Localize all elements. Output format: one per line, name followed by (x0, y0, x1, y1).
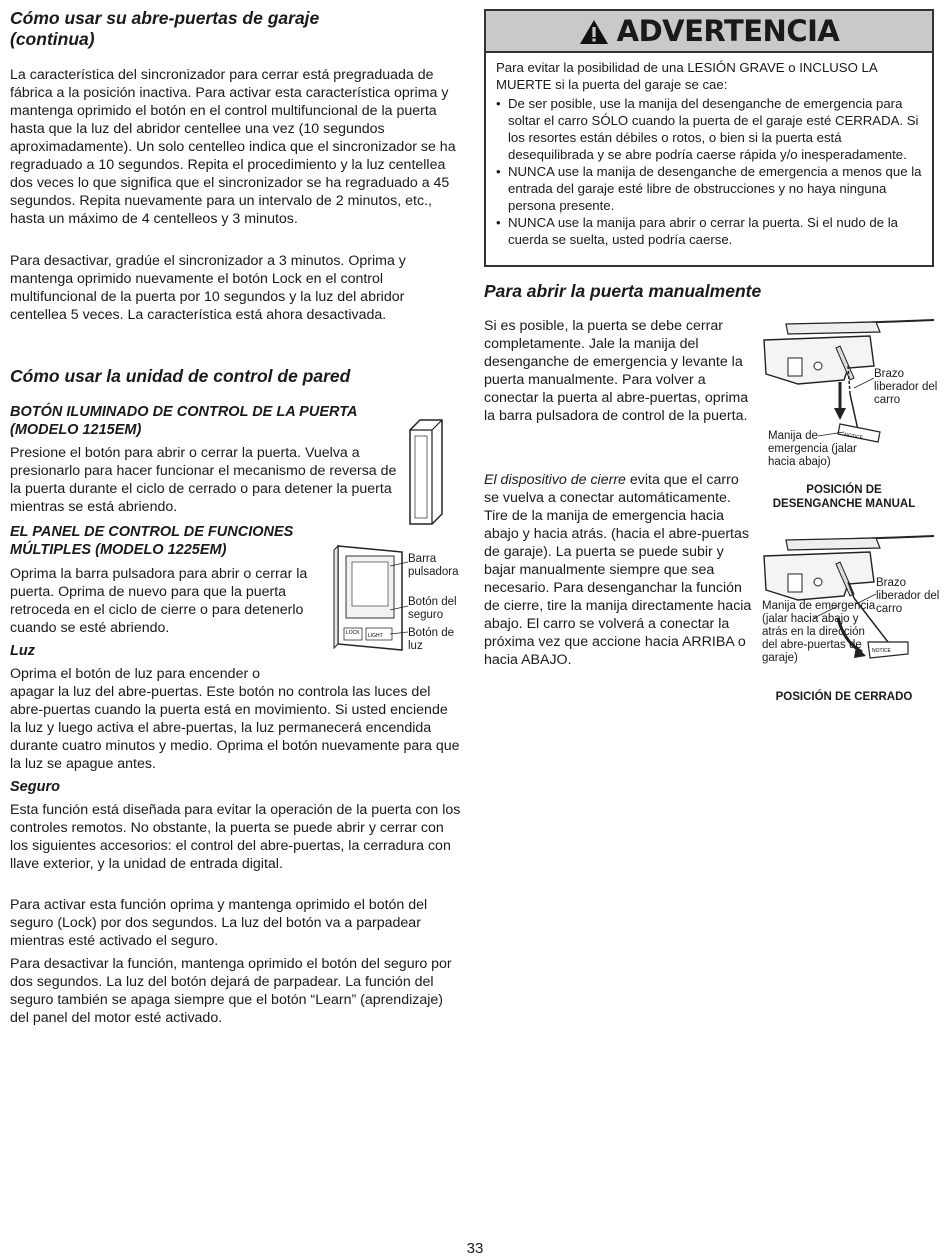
wall-button-illustration (404, 418, 446, 528)
paragraph-lockout (484, 471, 752, 669)
notice-text: NOTICE (843, 432, 864, 442)
page-number: 33 (466, 1240, 484, 1257)
warning-header (486, 11, 932, 53)
label-emergency-handle-1: Manija de emergencia (jalar hacia abajo) (768, 430, 857, 468)
section-title-wall-control: Cómo usar la unidad de control de pared (10, 366, 351, 386)
warning-title: ADVERTENCIA (616, 14, 840, 48)
label-push-bar: Barra pulsadora (408, 553, 459, 578)
paragraph-manual-open: Si es posible, la puerta se debe cerrar completamente. Jale la manija del desenganche de emergencia y levante la puerta manualmente. Para volver a conectar la puerta al abre-puertas, oprima la barra pulsadora de control de la puerta. (484, 318, 749, 424)
caption-lockout-position: POSICIÓN DE CERRADO (775, 691, 913, 703)
label-lock-button: Botón del seguro (408, 596, 457, 621)
section-title-continued: Cómo usar su abre-puertas de garaje (continua) (10, 8, 320, 49)
caption-manual-release: POSICIÓN DE DESENGANCHE MANUAL (772, 484, 916, 510)
warning-item: • NUNCA use la manija para abrir o cerrar la puerta. Si el nudo de la cuerda se suelta, usted podría caerse. (496, 214, 922, 248)
subtitle-light: Luz (10, 643, 35, 659)
label-light-button: Botón de luz (408, 627, 455, 652)
paragraph-lighted-button: Presione el botón para abrir o cerrar la puerta. Vuelva a presionarlo para hacer funcionar el mecanismo de reversa de la puerta durante el ciclo de cerrado o para detener la puerta mientras se está abriendo. (10, 445, 397, 515)
label-release-arm-1: Brazo liberador del carro (874, 368, 938, 406)
paragraph-lock-3: Para desactivar la función, mantenga oprimido el botón del seguro por dos segundos. La luz del botón dejará de parpadear. La función del seguro también se apaga siempre que el botón “Learn” (aprendizaje) del panel del motor esté activado. (10, 956, 452, 1026)
panel-callout-lines (390, 550, 410, 650)
warning-box (484, 9, 934, 267)
warning-list (496, 95, 922, 248)
paragraph-multifunction-panel: Oprima la barra pulsadora para abrir o cerrar la puerta. Oprima de nuevo para que la puerta retroceda en el ciclo de cierre o para detenerlo cuando se esté abriendo. (10, 566, 308, 636)
label-release-arm-2: Brazo liberador del carro (876, 577, 940, 615)
panel-light-text: LIGHT (368, 633, 383, 639)
lockout-text: evita que el carro se vuelva a conectar automáticamente. Tire de la manija de emergencia hacia abajo y hacia atrás. (hacia el abre-puertas de garaje). La puerta se puede subir y bajar manualmente siempre que sea necesario. Para desenganchar la función de cierre, tire la manija directamente hacia abajo. El carro se volverá a conectar la próxima vez que accione hacia ARRIBA o hacia ABAJO. (484, 472, 752, 668)
label-emergency-handle-2: Manija de emergencia (jalar hacia abajo y atrás en la dirección del abre-puertas de garaje) (762, 600, 876, 664)
subtitle-lock: Seguro (10, 779, 60, 795)
paragraph-deactivate: Para desactivar, gradúe el sincronizador a 3 minutos. Oprima y mantenga oprimido nuevamente el botón Lock en el control multifuncional de la puerta por 10 segundos y la luz del abridor centellea 5 veces. La característica está ahora desactivada. (10, 253, 406, 323)
warning-intro: Para evitar la posibilidad de una LESIÓN GRAVE o INCLUSO LA MUERTE si la puerta del garaje se cae: (496, 60, 877, 92)
lockout-device-emphasis: El dispositivo de cierre (484, 472, 626, 488)
subtitle-multifunction-panel: EL PANEL DE CONTROL DE FUNCIONES MÚLTIPLES (MODELO 1225EM) (10, 524, 294, 558)
section-title-manual-open: Para abrir la puerta manualmente (484, 281, 762, 301)
warning-body (486, 53, 932, 248)
notice-text-2: NOTICE (872, 648, 891, 654)
paragraph-lock-2: Para activar esta función oprima y mantenga oprimido el botón del seguro (Lock) por dos segundos. La luz del botón va a parpadear mientras esté activado el seguro. (10, 897, 428, 949)
paragraph-light-1: Oprima el botón de luz para encender o (10, 666, 261, 682)
paragraph-light-2: apagar la luz del abre-puertas. Este botón no controla las luces del abre-puertas cuando la puerta está en movimiento. Si usted enciende la luz y luego activa el abre-puertas, la luz permanecerá encendida durante cuatro minutos y medio. Oprima el botón nuevamente para que la luz se apague antes. (10, 684, 460, 772)
warning-item: • NUNCA use la manija de desenganche de emergencia a menos que la entrada del garaje esté libre de obstrucciones y no haya ninguna persona presente. (496, 163, 922, 214)
subtitle-lighted-button: BOTÓN ILUMINADO DE CONTROL DE LA PUERTA (MODELO 1215EM) (10, 404, 358, 438)
left-column (10, 8, 462, 50)
paragraph-lock-1: Esta función está diseñada para evitar la operación de la puerta con los controles remotos. No obstante, la puerta se puede abrir y cerrar con los siguientes accesorios: el control del abre-puertas, la cerradura con llave exterior, y la unidad de entrada digital. (10, 802, 461, 872)
panel-lock-text: LOCK (346, 630, 360, 636)
warning-triangle-icon (579, 18, 609, 45)
warning-item: • De ser posible, use la manija del desenganche de emergencia para soltar el carro SÓLO cuando la puerta de el garaje esté CERRADA. Si los resortes están débiles o rotos, o bien si la puerta está desequilibrada y se abre podría caerse rápida y/o inesperadamente. (496, 95, 922, 163)
paragraph-synchronizer: La característica del sincronizador para cerrar está pregraduada de fábrica a la posición inactiva. Para activar esta característica oprima y mantenga oprimido el botón en el control multifuncional de la puerta hasta que la luz del abridor centellee una vez (10 segundos aproximadamente). Un solo centelleo indica que el sincronizador se ha regraduado a 10 segundos. Repita el procedimiento y la luz centellea dos veces lo que significa que el sincronizador se ha regraduado a 45 segundos. Repita nuevamente para un intervalo de 2 minutos, etc., hasta un máximo de 4 centelleos y 3 minutos. (10, 67, 456, 227)
